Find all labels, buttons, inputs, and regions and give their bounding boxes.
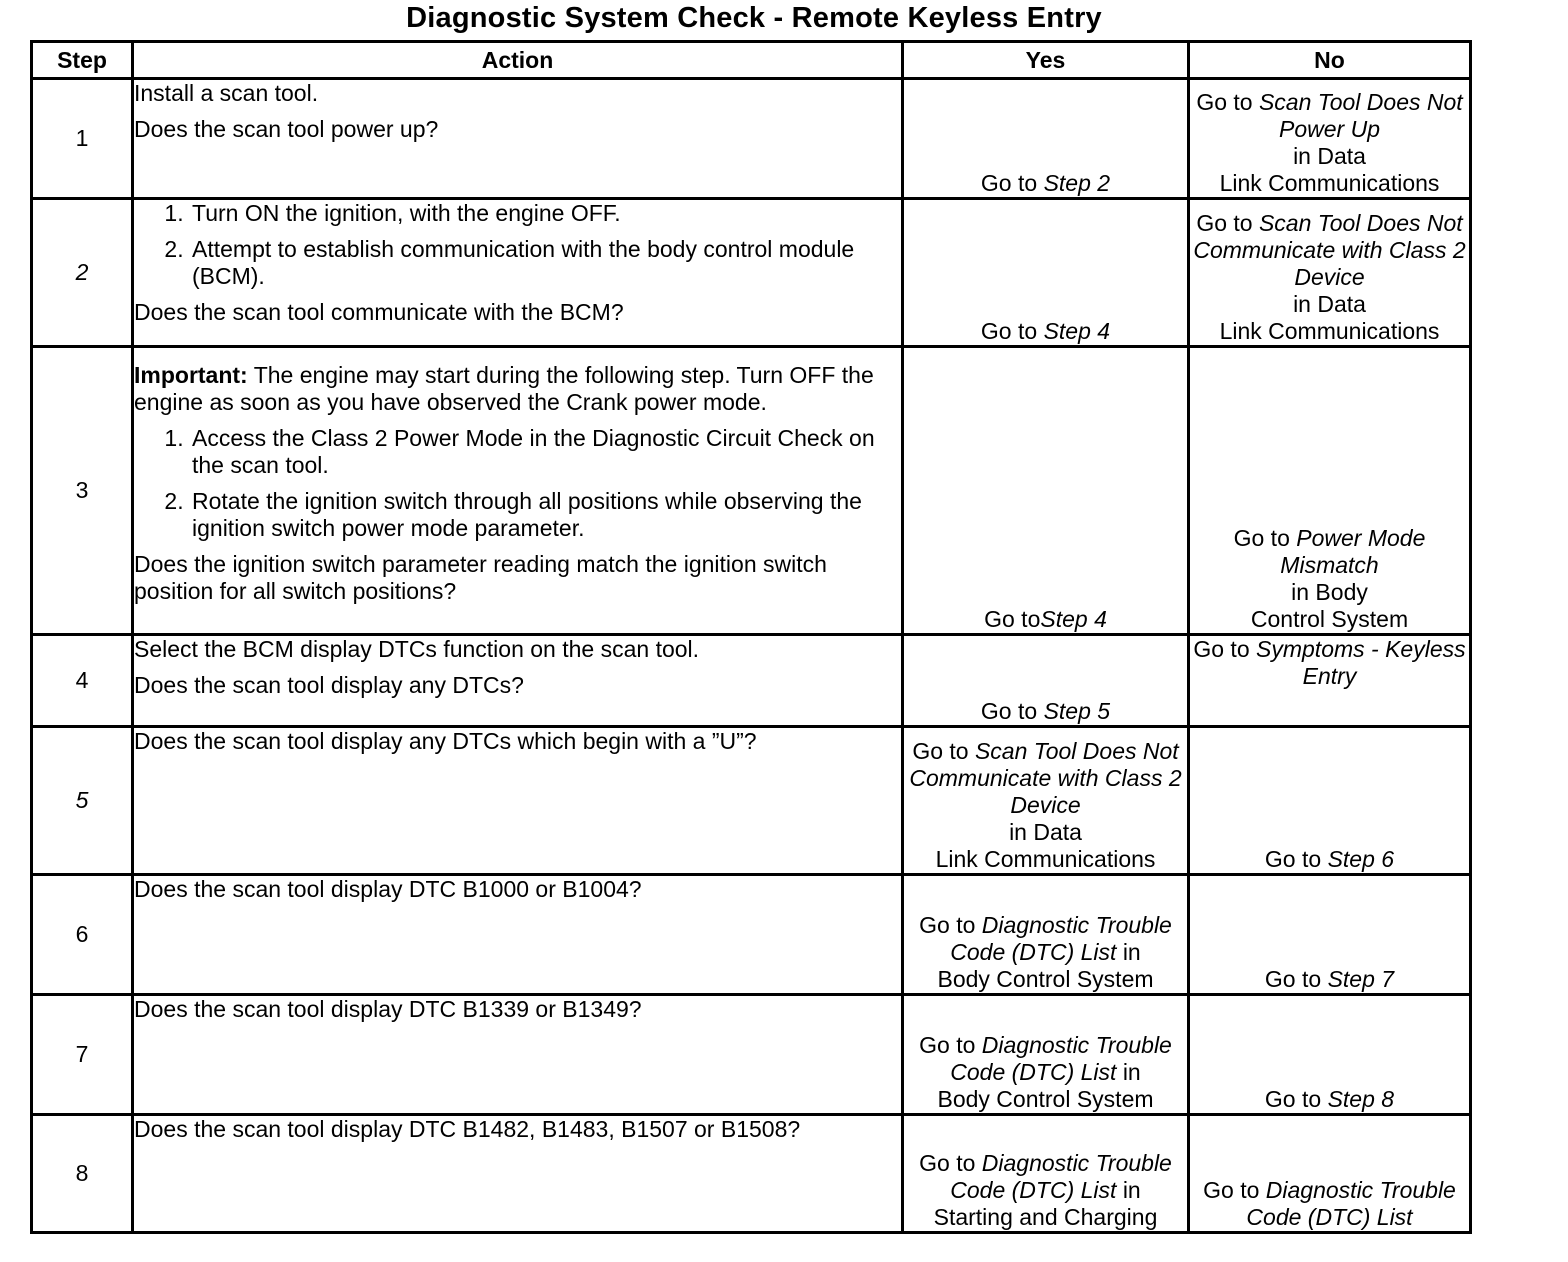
no-link[interactable]: Scan Tool Does Not Power Up [1258,89,1463,142]
no-cell [1189,995,1471,1115]
action-question: Does the scan tool display DTC B1482, B1483, B1507 or B1508? [134,1116,801,1142]
yes-in: in [1122,939,1141,965]
yes-in: in [1122,1059,1141,1085]
yes-link[interactable]: Step 4 [1040,606,1107,632]
action-cell [133,79,903,199]
yes-prefix: Go to [919,1032,976,1058]
action-question: Does the ignition switch parameter reading match the ignition switch position for all switch positions? [134,551,827,604]
yes-prefix: Go to [980,698,1038,724]
yes-prefix: Go to [919,1150,976,1176]
no-link[interactable]: Power Mode Mismatch [1280,525,1426,578]
no-prefix: Go to [1264,966,1322,992]
yes-cell [903,875,1189,995]
yes-link[interactable]: Scan Tool Does Not Communicate with Class 2 Device [909,738,1182,818]
important-text: The engine may start during the following step. Turn OFF the engine as soon as you have observed the Crank power mode. [134,362,874,415]
action-question: Does the scan tool display DTC B1000 or B1004? [134,876,642,902]
yes-link[interactable]: Diagnostic Trouble Code (DTC) List [950,1150,1172,1203]
no-cell [1189,79,1471,199]
step-number: 2 [32,199,133,347]
yes-prefix: Go to [980,318,1038,344]
no-cell [1189,1115,1471,1233]
no-cell [1189,635,1471,727]
no-in: in Data [1293,143,1366,169]
no-cell [1189,875,1471,995]
action-question: Does the scan tool power up? [134,116,439,142]
yes-cell [903,995,1189,1115]
page-title: Diagnostic System Check - Remote Keyless Entry [406,2,1102,34]
step-number: 4 [32,635,133,727]
yes-in: in [1122,1177,1141,1203]
no-cell [1189,199,1471,347]
action-item: 2. Rotate the ignition switch through all positions while observing the ignition switch power mode parameter. [190,488,901,542]
action-cell [133,199,903,347]
table-row [32,199,1471,347]
no-prefix: Go to [1203,1177,1260,1203]
yes-cell [903,727,1189,875]
action-item: 2. Attempt to establish communication with the body control module (BCM). [190,236,901,290]
yes-cell [903,347,1189,635]
action-intro: Select the BCM display DTCs function on the scan tool. [134,636,700,662]
no-in: in Body [1291,579,1368,605]
action-cell [133,347,903,635]
step-number: 5 [32,727,133,875]
action-list [134,200,901,290]
action-cell [133,1115,903,1233]
yes-cell [903,635,1189,727]
no-link[interactable]: Step 6 [1327,846,1395,872]
yes-section: Body Control System [937,1086,1154,1112]
header-no: No [1189,42,1471,79]
yes-link[interactable]: Diagnostic Trouble Code (DTC) List [950,912,1172,965]
yes-prefix: Go to [980,170,1038,196]
action-list [134,425,901,542]
table-row [32,1115,1471,1233]
diagnostic-table [30,40,1472,1234]
action-intro: Install a scan tool. [134,80,319,106]
action-cell [133,635,903,727]
table-row [32,79,1471,199]
action-question: Does the scan tool display any DTCs? [134,672,524,698]
table-row [32,727,1471,875]
header-row [32,42,1471,79]
action-question: Does the scan tool display DTC B1339 or B1349? [134,996,642,1022]
no-cell [1189,347,1471,635]
action-question: Does the scan tool display any DTCs which begin with a ”U”? [134,728,757,754]
no-prefix: Go to [1196,210,1253,236]
yes-section: Body Control System [937,966,1154,992]
no-link[interactable]: Scan Tool Does Not Communicate with Class 2 Device [1193,210,1466,290]
no-link[interactable]: Step 8 [1327,1086,1395,1112]
no-section: Link Communications [1219,318,1440,344]
step-number: 6 [32,875,133,995]
table-row [32,875,1471,995]
no-prefix: Go to [1264,846,1322,872]
step-number: 7 [32,995,133,1115]
action-item: 1. Access the Class 2 Power Mode in the Diagnostic Circuit Check on the scan tool. [190,425,901,479]
action-question: Does the scan tool communicate with the BCM? [134,299,624,325]
no-link[interactable]: Step 7 [1327,966,1395,992]
no-link[interactable]: Diagnostic Trouble Code (DTC) List [1246,1177,1456,1230]
yes-link[interactable]: Step 4 [1043,318,1111,344]
yes-link[interactable]: Diagnostic Trouble Code (DTC) List [950,1032,1172,1085]
no-section: Link Communications [1219,170,1440,196]
header-step: Step [32,42,133,79]
no-in: in Data [1293,291,1366,317]
yes-prefix: Go to [919,912,976,938]
no-prefix: Go to [1233,525,1290,551]
table-row [32,995,1471,1115]
step-number: 3 [32,347,133,635]
yes-prefix: Go to [984,606,1041,632]
yes-section: Link Communications [935,846,1156,872]
action-cell [133,875,903,995]
action-cell [133,727,903,875]
yes-link[interactable]: Step 2 [1043,170,1111,196]
yes-prefix: Go to [912,738,969,764]
no-link[interactable]: Symptoms - Keyless Entry [1256,636,1466,689]
yes-cell [903,199,1189,347]
action-item: 1. Turn ON the ignition, with the engine OFF. [190,200,901,227]
yes-cell [903,79,1189,199]
yes-in: in Data [1009,819,1082,845]
table-row [32,347,1471,635]
yes-link[interactable]: Step 5 [1043,698,1111,724]
header-action: Action [133,42,903,79]
no-prefix: Go to [1196,89,1253,115]
no-prefix: Go to [1193,636,1250,662]
important-label: Important: [134,362,248,388]
no-cell [1189,727,1471,875]
no-section: Control System [1250,606,1409,632]
header-yes: Yes [903,42,1189,79]
no-prefix: Go to [1264,1086,1322,1112]
step-number: 1 [32,79,133,199]
yes-section: Starting and Charging [933,1204,1158,1230]
step-number: 8 [32,1115,133,1233]
action-cell [133,995,903,1115]
important-note [134,362,901,416]
table-row [32,635,1471,727]
yes-cell [903,1115,1189,1233]
